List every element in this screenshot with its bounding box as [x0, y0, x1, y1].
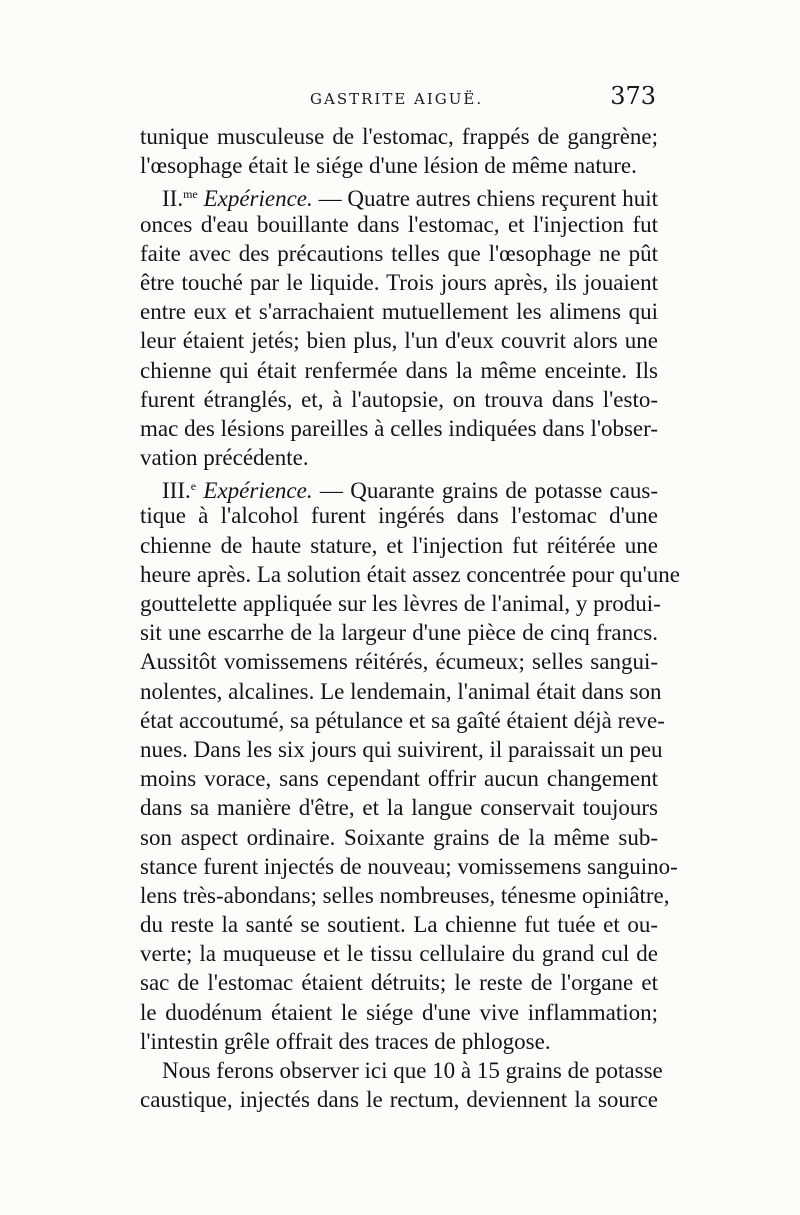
experiment-2-numeral: II.$^{me}$: [162, 186, 198, 212]
text-line: caustique, injectés dans le rectum, deviennent la source: [140, 1087, 658, 1113]
text-line: son aspect ordinaire. Soixante grains de la même sub-: [140, 824, 658, 850]
experiment-2-title: Expérience.: [203, 186, 313, 212]
text-line: lens très-abondans; selles nombreuses, ténesme opiniâtre,: [140, 882, 670, 908]
text-line: entre eux et s'arrachaient mutuellement les alimens qui: [140, 299, 658, 325]
text-line: l'intestin grêle offrait des traces de phlogose.: [140, 1028, 551, 1054]
text-line: gouttelette appliquée sur les lèvres de l'animal, y produi-: [140, 591, 661, 616]
text-line: tique à l'alcohol furent ingérés dans l'estomac d'une: [140, 503, 658, 529]
text-line: heure après. La solution était assez concentrée pour qu'une: [140, 561, 680, 587]
experiment-2-text: — Quatre autres chiens reçurent huit: [312, 186, 658, 212]
running-head: GASTRITE AIGUË.: [310, 90, 484, 108]
text-line: le duodénum étaient le siége d'une vive inflammation;: [140, 999, 658, 1025]
text-line-experiment-2: [140, 180, 658, 212]
text-line: sac de l'estomac étaient détruits; le reste de l'organe et: [140, 970, 658, 996]
text-line: Aussitôt vomissemens réitérés, écumeux; selles sangui-: [140, 649, 658, 675]
body-text: [140, 122, 680, 1114]
text-line: vation précédente.: [140, 445, 309, 471]
text-line: stance furent injectés de nouveau; vomissemens sanguino-: [140, 853, 678, 879]
text-line: du reste la santé se soutient. La chienne fut tuée et ou-: [140, 912, 658, 938]
text-line: leur étaient jetés; bien plus, l'un d'eux couvrit alors une: [140, 328, 658, 354]
text-line: moins vorace, sans cependant offrir aucun changement: [140, 766, 658, 792]
text-line: Nous ferons observer ici que 10 à 15 grains de potasse: [162, 1058, 663, 1083]
text-line: faite avec des précautions telles que l'œsophage ne pût: [140, 240, 658, 266]
text-line: nues. Dans les six jours qui suivirent, il paraissait un peu: [140, 736, 663, 762]
text-line: l'œsophage était le siége d'une lésion de même nature.: [140, 153, 637, 179]
text-line: chienne qui était renfermée dans la même enceinte. Ils: [140, 357, 658, 383]
text-line: tunique musculeuse de l'estomac, frappés de gangrène;: [140, 124, 658, 149]
text-line: sit une escarrhe de la largeur d'une pièce de cinq francs.: [140, 620, 658, 646]
text-line: chienne de haute stature, et l'injection fut réitérée une: [140, 532, 658, 558]
text-line: état accoutumé, sa pétulance et sa gaîté étaient déjà reve-: [140, 707, 665, 733]
page-header: [140, 82, 656, 118]
text-line: dans sa manière d'être, et la langue conservait toujours: [140, 795, 658, 821]
text-line: verte; la muqueuse et le tissu cellulaire du grand cul de: [140, 941, 658, 967]
text-line: nolentes, alcalines. Le lendemain, l'animal était dans son: [140, 678, 662, 704]
experiment-3-title: Expérience.: [203, 478, 313, 504]
experiment-3-text: — Quarante grains de potasse caus-: [312, 478, 659, 504]
text-line: furent étranglés, et, à l'autopsie, on trouva dans l'esto-: [140, 386, 658, 412]
text-line: être touché par le liquide. Trois jours après, ils jouaient: [140, 269, 658, 295]
text-line-experiment-3: [140, 472, 659, 504]
text-line: onces d'eau bouillante dans l'estomac, et l'injection fut: [140, 211, 658, 237]
text-line: mac des lésions pareilles à celles indiquées dans l'obser-: [140, 415, 658, 441]
page-number: 373: [610, 82, 656, 110]
experiment-3-numeral: III.$^e$: [162, 478, 197, 504]
